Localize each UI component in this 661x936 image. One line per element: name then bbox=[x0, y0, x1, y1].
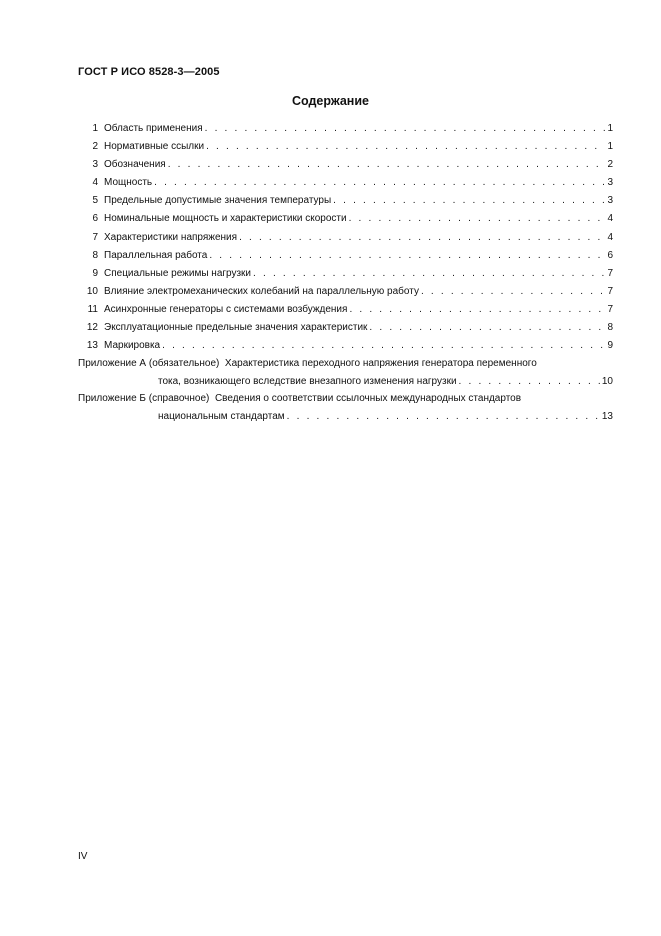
page-number: IV bbox=[78, 851, 88, 862]
toc-entry-page: 10 bbox=[601, 376, 613, 388]
toc-entry[interactable] bbox=[78, 339, 613, 357]
toc-entry-number: 4 bbox=[92, 177, 98, 189]
toc-entry[interactable] bbox=[78, 249, 613, 267]
dot-leader bbox=[287, 411, 600, 423]
appendix-title-line-2: тока, возникающего вследствие внезапного изменения нагрузки bbox=[158, 376, 457, 388]
toc-entry[interactable] bbox=[78, 212, 613, 230]
toc-entry-title: Влияние электромеханических колебаний на параллельную работу bbox=[104, 285, 419, 297]
toc-entry-page: 7 bbox=[607, 285, 613, 297]
toc-entry-page: 4 bbox=[607, 213, 613, 225]
toc-entry-title: Мощность bbox=[104, 177, 153, 189]
toc-entry-page: 1 bbox=[607, 123, 613, 134]
toc-entry-page: 6 bbox=[607, 249, 613, 261]
toc-entry-number: 13 bbox=[86, 340, 98, 352]
toc-entry-number: 2 bbox=[92, 141, 98, 153]
toc-entry[interactable] bbox=[78, 321, 613, 339]
dot-leader bbox=[459, 376, 600, 388]
toc-title: Содержание bbox=[291, 94, 369, 108]
toc-entry-page: 7 bbox=[607, 267, 613, 279]
dot-leader bbox=[209, 250, 605, 262]
dot-leader bbox=[206, 141, 605, 153]
toc-entry-number: 1 bbox=[92, 123, 98, 134]
toc-entry-number: 3 bbox=[92, 159, 98, 171]
toc-entry[interactable] bbox=[78, 267, 613, 285]
toc-entry-page: 4 bbox=[607, 231, 613, 243]
toc-entry-number: 7 bbox=[92, 231, 98, 243]
toc-entry-number: 12 bbox=[86, 322, 98, 334]
table-of-contents bbox=[78, 122, 613, 427]
toc-entry-number: 6 bbox=[92, 213, 98, 225]
toc-entry-page: 9 bbox=[607, 340, 613, 352]
dot-leader bbox=[421, 286, 605, 298]
dot-leader bbox=[349, 304, 605, 316]
toc-entry-title: Область применения bbox=[104, 123, 203, 134]
dot-leader bbox=[239, 232, 605, 244]
toc-entry[interactable] bbox=[78, 140, 613, 158]
toc-entry-title: Номинальные мощность и характеристики скорости bbox=[104, 213, 347, 225]
toc-entry-page: 8 bbox=[607, 322, 613, 334]
toc-entry-title: Предельные допустимые значения температуры bbox=[104, 195, 332, 207]
toc-entry[interactable] bbox=[78, 194, 613, 212]
toc-entry-page: 13 bbox=[601, 411, 613, 423]
appendix-label: Приложение Б (справочное) bbox=[78, 393, 210, 405]
toc-entry-title: Маркировка bbox=[104, 340, 161, 352]
toc-appendix-entry[interactable] bbox=[78, 392, 613, 427]
toc-entry-page: 3 bbox=[607, 177, 613, 189]
toc-entry-title: Специальные режимы нагрузки bbox=[104, 267, 252, 279]
appendix-title-line-1: Характеристика переходного напряжения генератора переменного bbox=[224, 358, 537, 370]
toc-entry-number: 8 bbox=[92, 249, 98, 261]
toc-entry-number: 9 bbox=[92, 267, 98, 279]
dot-leader bbox=[333, 195, 605, 207]
toc-entry[interactable] bbox=[78, 158, 613, 176]
toc-entry[interactable] bbox=[78, 176, 613, 194]
document-code: ГОСТ Р ИСО 8528-3—2005 bbox=[78, 66, 220, 78]
toc-entry-number: 10 bbox=[86, 285, 98, 297]
toc-entry[interactable] bbox=[78, 303, 613, 321]
dot-leader bbox=[154, 177, 605, 189]
toc-entry-page: 1 bbox=[607, 141, 613, 153]
toc-entry-title: Характеристики напряжения bbox=[104, 231, 238, 243]
dot-leader bbox=[162, 340, 605, 352]
dot-leader bbox=[253, 268, 605, 280]
toc-entry[interactable] bbox=[78, 122, 613, 140]
toc-entry-title: Нормативные ссылки bbox=[104, 141, 205, 153]
toc-entry-title: Эксплуатационные предельные значения характеристик bbox=[104, 322, 368, 334]
toc-entry-page: 3 bbox=[607, 195, 613, 207]
dot-leader bbox=[349, 213, 605, 225]
toc-entry-page: 2 bbox=[607, 159, 613, 171]
toc-appendix-entry[interactable] bbox=[78, 357, 613, 392]
toc-entry-title: Асинхронные генераторы с системами возбуждения bbox=[104, 303, 348, 315]
appendix-title-line-2: национальным стандартам bbox=[158, 411, 285, 423]
toc-entry-title: Параллельная работа bbox=[104, 249, 208, 261]
dot-leader bbox=[369, 322, 605, 334]
toc-entry[interactable] bbox=[78, 285, 613, 303]
toc-entry-page: 7 bbox=[607, 303, 613, 315]
toc-entry[interactable] bbox=[78, 231, 613, 249]
appendix-title-line-1: Сведения о соответствии ссылочных международных стандартов bbox=[214, 393, 522, 405]
dot-leader bbox=[205, 123, 605, 135]
toc-entry-number: 5 bbox=[92, 195, 98, 207]
appendix-label: Приложение А (обязательное) bbox=[78, 358, 220, 370]
toc-entry-title: Обозначения bbox=[104, 159, 166, 171]
dot-leader bbox=[168, 159, 605, 171]
toc-entry-number: 11 bbox=[87, 303, 98, 315]
